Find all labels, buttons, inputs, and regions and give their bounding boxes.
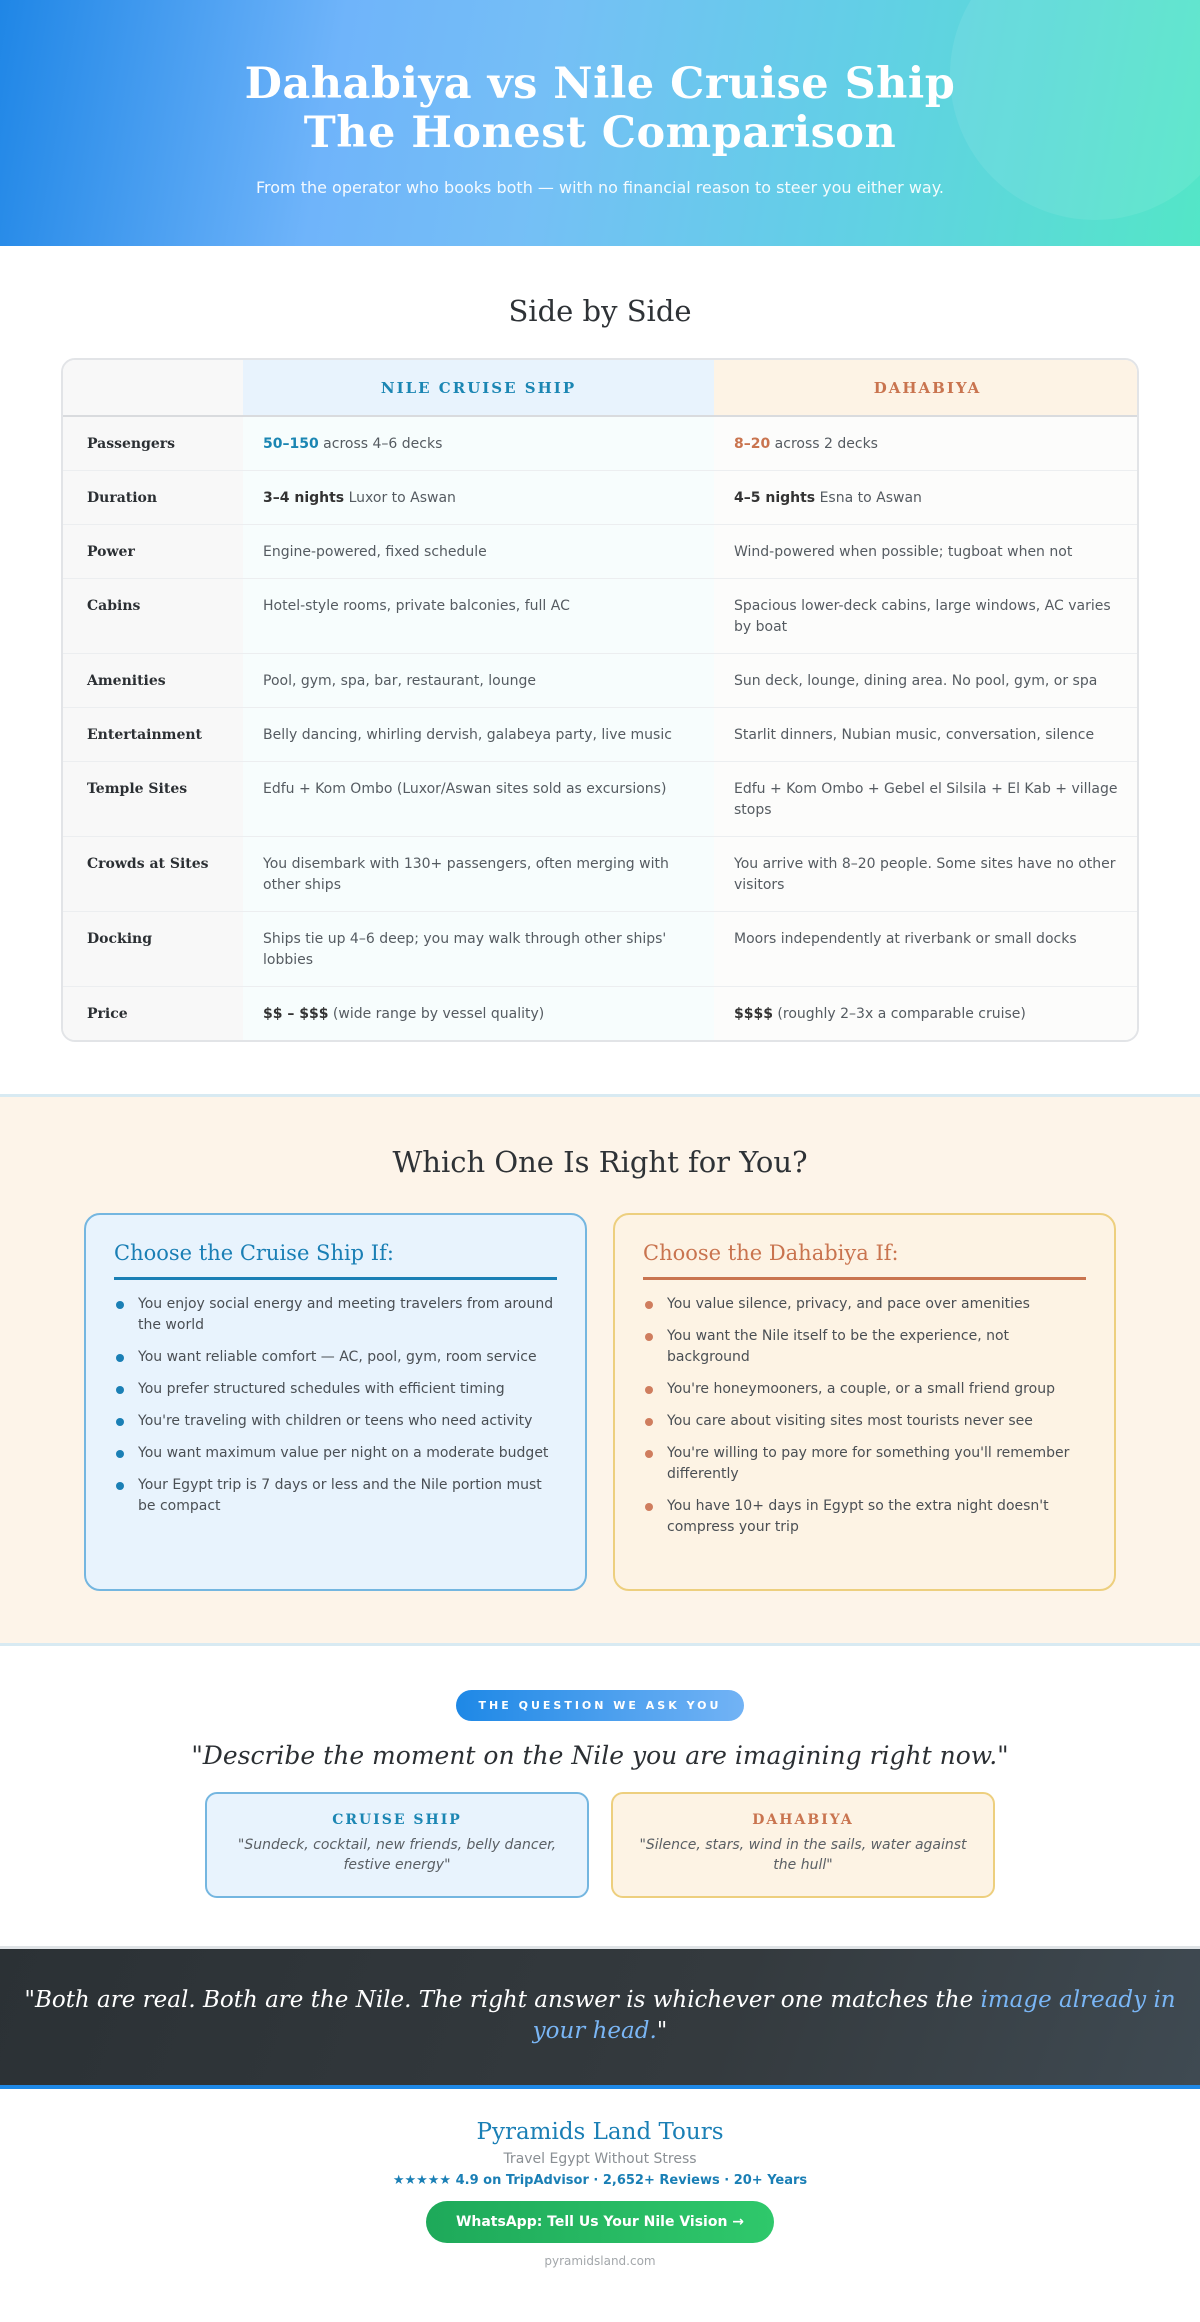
cruise-ship-value xyxy=(243,654,714,708)
header-dahabiya: DAHABIYA xyxy=(714,360,1139,416)
value-text: Engine-powered, fixed schedule xyxy=(263,544,487,560)
comparison-row xyxy=(63,912,1139,987)
highlight-value: 3–4 nights xyxy=(263,490,345,506)
dahabiya-value xyxy=(714,708,1139,762)
list-item-text: You're willing to pay more for something you'll remember differently xyxy=(667,1445,1070,1482)
page-title-line2: The Honest Comparison xyxy=(303,108,897,158)
comparison-row xyxy=(63,708,1139,762)
bullet-dot-icon xyxy=(116,1418,124,1426)
dahabiya-value xyxy=(714,471,1139,525)
hero-subtitle: From the operator who books both — with no financial reason to steer you either way. xyxy=(255,178,944,197)
bullet-dot-icon xyxy=(645,1503,653,1511)
list-item-text: You prefer structured schedules with efficient timing xyxy=(138,1381,505,1397)
cruise-ship-value xyxy=(243,987,714,1041)
value-text: Luxor to Aswan xyxy=(344,490,456,506)
list-item xyxy=(643,1379,1086,1400)
cruise-ship-value xyxy=(243,708,714,762)
value-text: Belly dancing, whirling dervish, galabeya party, live music xyxy=(263,727,672,743)
choose-cruise-list xyxy=(114,1294,557,1517)
value-text: Esna to Aswan xyxy=(815,490,922,506)
value-text: Moors independently at riverbank or small docks xyxy=(734,931,1077,947)
page-title-line1: Dahabiya vs Nile Cruise Ship xyxy=(244,59,956,109)
cruise-ship-value xyxy=(243,837,714,912)
dahabiya-value xyxy=(714,912,1139,987)
answer-dahabiya-text: "Silence, stars, wind in the sails, water against the hull" xyxy=(639,1837,967,1873)
highlight-value: 8–20 xyxy=(734,436,771,452)
question-text-content: "Describe the moment on the Nile you are imagining right now." xyxy=(191,1741,1009,1770)
comparison-row xyxy=(63,654,1139,708)
value-text: across 4–6 decks xyxy=(318,436,443,452)
value-text: Ships tie up 4–6 deep; you may walk through other ships' lobbies xyxy=(263,931,667,968)
list-item xyxy=(114,1475,557,1517)
comparison-row xyxy=(63,762,1139,837)
list-item xyxy=(114,1347,557,1368)
choose-dahabiya-title: Choose the Dahabiya If: xyxy=(643,1241,1086,1280)
cruise-ship-value xyxy=(243,912,714,987)
cruise-ship-value xyxy=(243,762,714,837)
comparison-table-body xyxy=(63,416,1139,1040)
row-label: Cabins xyxy=(63,579,243,654)
bullet-dot-icon xyxy=(116,1482,124,1490)
brand-name: Pyramids Land Tours xyxy=(476,2119,724,2145)
list-item xyxy=(643,1294,1086,1315)
cruise-ship-value xyxy=(243,471,714,525)
dahabiya-value xyxy=(714,762,1139,837)
value-text: Wind-powered when possible; tugboat when not xyxy=(734,544,1073,560)
quote-banner xyxy=(0,1946,1200,2089)
bullet-dot-icon xyxy=(645,1386,653,1394)
bullet-dot-icon xyxy=(645,1301,653,1309)
side-by-side-title: Side by Side xyxy=(508,294,692,328)
cruise-ship-value xyxy=(243,416,714,471)
choose-cruise-card xyxy=(84,1213,587,1591)
list-item-text: You enjoy social energy and meeting travelers from around the world xyxy=(138,1296,554,1333)
quote-part1: "Both are real. Both are the Nile. The right answer is whichever one matches the xyxy=(24,1987,981,2013)
list-item-text: You want reliable comfort — AC, pool, gym, room service xyxy=(138,1349,537,1365)
quote-part2: " xyxy=(656,2018,668,2044)
row-label: Docking xyxy=(63,912,243,987)
answer-cruise-title: CRUISE SHIP xyxy=(332,1812,462,1828)
cruise-ship-value xyxy=(243,525,714,579)
bullet-dot-icon xyxy=(116,1354,124,1362)
comparison-row xyxy=(63,471,1139,525)
value-text: You disembark with 130+ passengers, often merging with other ships xyxy=(263,856,669,893)
bullet-dot-icon xyxy=(645,1418,653,1426)
value-text: Edfu + Kom Ombo (Luxor/Aswan sites sold as excursions) xyxy=(263,781,667,797)
row-label: Temple Sites xyxy=(63,762,243,837)
list-item xyxy=(643,1496,1086,1538)
which-one-title: Which One Is Right for You? xyxy=(392,1145,808,1179)
list-item xyxy=(643,1326,1086,1368)
comparison-table xyxy=(63,360,1139,1040)
value-text: Starlit dinners, Nubian music, conversation, silence xyxy=(734,727,1095,743)
highlight-value: 4–5 nights xyxy=(734,490,816,506)
choose-dahabiya-list xyxy=(643,1294,1086,1538)
site-url[interactable]: pyramidsland.com xyxy=(544,2254,656,2268)
comparison-row xyxy=(63,987,1139,1041)
page-title xyxy=(0,0,1200,158)
comparison-header-row xyxy=(63,360,1139,416)
list-item-text: You want the Nile itself to be the experience, not background xyxy=(667,1328,1010,1365)
value-text: across 2 decks xyxy=(770,436,878,452)
highlight-value: $$ – $$$ xyxy=(263,1006,329,1022)
dahabiya-value xyxy=(714,837,1139,912)
comparison-row xyxy=(63,525,1139,579)
dahabiya-value xyxy=(714,525,1139,579)
list-item xyxy=(643,1411,1086,1432)
comparison-row xyxy=(63,416,1139,471)
list-item xyxy=(114,1379,557,1400)
closing-quote xyxy=(0,1949,1200,2047)
question-section xyxy=(0,1646,1200,1946)
footer xyxy=(0,2089,1200,2286)
row-label: Passengers xyxy=(63,416,243,471)
row-label: Price xyxy=(63,987,243,1041)
question-text xyxy=(0,1739,1200,1772)
comparison-row xyxy=(63,837,1139,912)
value-text: Sun deck, lounge, dining area. No pool, gym, or spa xyxy=(734,673,1098,689)
side-by-side-section xyxy=(0,246,1200,1094)
whatsapp-cta-button[interactable]: WhatsApp: Tell Us Your Nile Vision → xyxy=(426,2201,774,2243)
bullet-dot-icon xyxy=(116,1386,124,1394)
value-text: (wide range by vessel quality) xyxy=(328,1006,545,1022)
answer-dahabiya-title: DAHABIYA xyxy=(752,1812,854,1828)
answer-cruise-card xyxy=(205,1792,589,1898)
cruise-ship-value xyxy=(243,579,714,654)
list-item-text: You're honeymooners, a couple, or a small friend group xyxy=(667,1381,1055,1397)
dahabiya-value xyxy=(714,987,1139,1041)
value-text: (roughly 2–3x a comparable cruise) xyxy=(772,1006,1026,1022)
which-one-section xyxy=(0,1094,1200,1646)
value-text: You arrive with 8–20 people. Some sites have no other visitors xyxy=(734,856,1116,893)
row-label: Power xyxy=(63,525,243,579)
comparison-row xyxy=(63,579,1139,654)
list-item-text: You're traveling with children or teens who need activity xyxy=(138,1413,533,1429)
value-text: Spacious lower-deck cabins, large windows, AC varies by boat xyxy=(734,598,1111,635)
bullet-dot-icon xyxy=(645,1450,653,1458)
value-text: Pool, gym, spa, bar, restaurant, lounge xyxy=(263,673,536,689)
header-blank-cell xyxy=(63,360,243,416)
highlight-value: 50–150 xyxy=(263,436,319,452)
answer-dahabiya-card xyxy=(611,1792,995,1898)
dahabiya-value xyxy=(714,579,1139,654)
dahabiya-value xyxy=(714,654,1139,708)
bullet-dot-icon xyxy=(116,1450,124,1458)
value-text: Edfu + Kom Ombo + Gebel el Silsila + El Kab + village stops xyxy=(734,781,1118,818)
list-item-text: You want maximum value per night on a moderate budget xyxy=(138,1445,549,1461)
row-label: Duration xyxy=(63,471,243,525)
list-item-text: You have 10+ days in Egypt so the extra night doesn't compress your trip xyxy=(667,1498,1049,1535)
choose-cards-row xyxy=(0,1213,1200,1591)
answer-cards-row xyxy=(0,1792,1200,1898)
choose-dahabiya-card xyxy=(613,1213,1116,1591)
bullet-dot-icon xyxy=(645,1333,653,1341)
bullet-dot-icon xyxy=(116,1301,124,1309)
list-item-text: You value silence, privacy, and pace over amenities xyxy=(667,1296,1030,1312)
comparison-table-container xyxy=(61,358,1139,1042)
list-item-text: Your Egypt trip is 7 days or less and the Nile portion must be compact xyxy=(138,1477,542,1514)
list-item xyxy=(114,1294,557,1336)
hero-banner xyxy=(0,0,1200,246)
quote-highlight: image already in your head. xyxy=(532,1987,1176,2044)
row-label: Entertainment xyxy=(63,708,243,762)
answer-cruise-text: "Sundeck, cocktail, new friends, belly dancer, festive energy" xyxy=(237,1837,557,1873)
list-item xyxy=(643,1443,1086,1485)
question-badge: THE QUESTION WE ASK YOU xyxy=(456,1690,744,1721)
header-cruise-ship: NILE CRUISE SHIP xyxy=(243,360,714,416)
list-item xyxy=(114,1411,557,1432)
highlight-value: $$$$ xyxy=(734,1006,773,1022)
list-item-text: You care about visiting sites most tourists never see xyxy=(667,1413,1033,1429)
brand-tagline: Travel Egypt Without Stress xyxy=(503,2151,697,2167)
value-text: Hotel-style rooms, private balconies, full AC xyxy=(263,598,570,614)
list-item xyxy=(114,1443,557,1464)
choose-cruise-title: Choose the Cruise Ship If: xyxy=(114,1241,557,1280)
row-label: Crowds at Sites xyxy=(63,837,243,912)
dahabiya-value xyxy=(714,416,1139,471)
row-label: Amenities xyxy=(63,654,243,708)
tripadvisor-rating: ★★★★★ 4.9 on TripAdvisor · 2,652+ Reviews · 20+ Years xyxy=(392,2173,808,2188)
